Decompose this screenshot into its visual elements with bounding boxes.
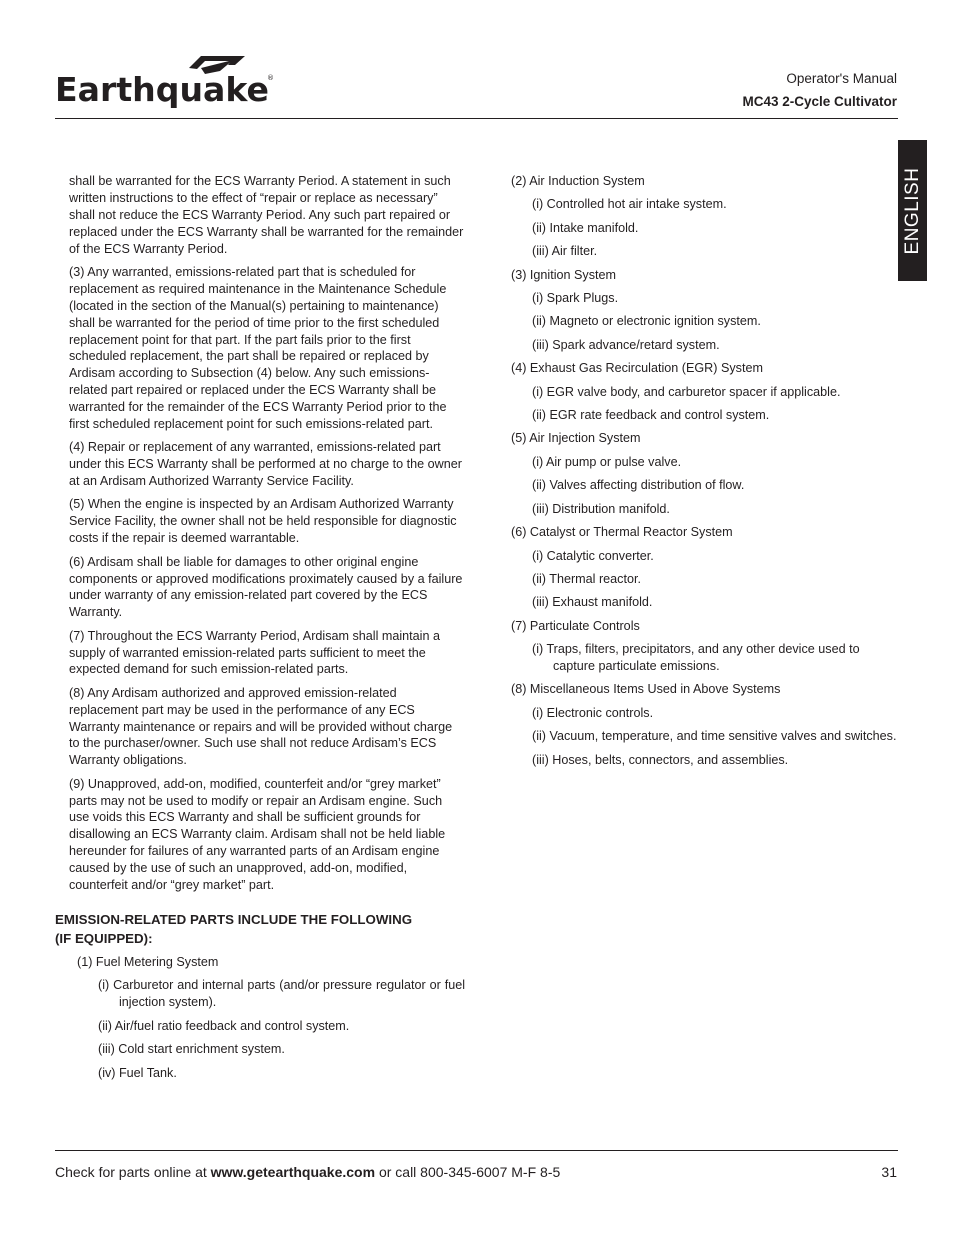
- warranty-paragraph: shall be warranted for the ECS Warranty Period. A statement in such written instructions to the effect of “repair or replace as necessary” shall not reduce the ECS Warranty Period. Any such part repaired or replaced under the ECS Warranty shall be warranted for the remainder of the ECS Warranty Period.: [69, 174, 464, 256]
- language-tab: [898, 140, 927, 281]
- list-item: (iii) Cold start enrichment system.: [98, 1042, 285, 1057]
- list-item: (iii) Distribution manifold.: [532, 501, 670, 516]
- warranty-paragraph: (5) When the engine is inspected by an Ardisam Authorized Warranty Service Facility, the owner shall not be held responsible for diagnostic costs if the repair is deemed warrantable.: [69, 497, 457, 546]
- warranty-paragraph: (8) Any Ardisam authorized and approved emission-related replacement part may be used in the performance of any ECS Warranty maintenance or repairs and will be provided without charge to the purchaser/owner. Such use shall not reduce Ardisam’s ECS Warranty obligations.: [69, 685, 453, 768]
- list-item: (iii) Spark advance/retard system.: [532, 337, 720, 352]
- section-title: (1) Fuel Metering System: [77, 955, 219, 969]
- section-title: (4) Exhaust Gas Recirculation (EGR) System: [511, 361, 763, 376]
- svg-text:®: ®: [267, 74, 274, 82]
- list-item: (ii) Valves affecting distribution of flow.: [532, 478, 745, 493]
- section-title: (6) Catalyst or Thermal Reactor System: [511, 525, 733, 540]
- list-item: (i) Spark Plugs.: [532, 291, 619, 306]
- list-item: (iii) Hoses, belts, connectors, and assemblies.: [532, 752, 789, 767]
- page-number: 31: [881, 1164, 897, 1180]
- list-item: (iii) Exhaust manifold.: [532, 595, 653, 610]
- footer-divider: [55, 1150, 898, 1151]
- warranty-paragraph: (4) Repair or replacement of any warranted, emissions-related part under this ECS Warranty shall be performed at no charge to the owner at an Ardisam Authorized Warranty Service Facility.: [69, 440, 462, 489]
- language-tab-label: ENGLISH: [901, 167, 923, 254]
- list-item: (i) Controlled hot air intake system.: [532, 197, 727, 212]
- list-item: (iv) Fuel Tank.: [98, 1065, 177, 1080]
- footer-prefix: Check for parts online at: [55, 1164, 211, 1180]
- list-item: (ii) EGR rate feedback and control system.: [532, 408, 770, 423]
- section-title: (3) Ignition System: [511, 267, 616, 282]
- warranty-paragraph: (3) Any warranted, emissions-related part that is scheduled for replacement as required maintenance in the Maintenance Schedule (located in the section of the Manual(s) pertaining to maintenance) shall be warranted for the period of time prior to the first scheduled replacement point for that part. If the part fails prior to the first scheduled replacement, the part shall be repaired or replaced by Ardisam according to Subsection (4) below. Any such emissions-related part repaired or replaced under the ECS Warranty shall be warranted for the remainder of the ECS Warranty Period prior to the first scheduled replacement point for such emissions-related part.: [69, 264, 447, 432]
- list-item: (i) Traps, filters, precipitators, and any other device used to capture particulate emissions.: [532, 642, 860, 674]
- warranty-paragraph: (9) Unapproved, add-on, modified, counterfeit and/or “grey market” parts may not be used to modify or repair an Ardisam engine. Such use voids this ECS Warranty and shall be sufficient grounds for disallowing an ECS Warranty claim. Ardisam shall not be held liable hereunder for failures of any warranted parts of an Ardisam engine caused by the use of such an unapproved, add-on, modified, counterfeit and/or “grey market” part.: [69, 776, 446, 893]
- footer-url[interactable]: www.getearthquake.com: [210, 1164, 376, 1180]
- parts-list-right: [511, 173, 899, 775]
- header-info: [742, 67, 897, 113]
- section-title: (5) Air Injection System: [511, 431, 641, 446]
- list-item: (i) Electronic controls.: [532, 705, 654, 720]
- list-item: (ii) Air/fuel ratio feedback and control system.: [98, 1018, 350, 1033]
- manual-label: Operator's Manual: [786, 71, 897, 86]
- list-item: (i) Carburetor and internal parts (and/or pressure regulator or fuel injection system).: [98, 978, 465, 1010]
- model-label: MC43 2-Cycle Cultivator: [742, 94, 897, 109]
- footer-text: [55, 1164, 560, 1180]
- warranty-paragraph: (6) Ardisam shall be liable for damages to other original engine components or approved modifications proximately caused by a failure under warranty of any emission-related part covered by the ECS Warranty.: [69, 554, 463, 620]
- list-item: (ii) Intake manifold.: [532, 220, 639, 235]
- earthquake-logo: [55, 54, 277, 116]
- list-item: (i) Air pump or pulse valve.: [532, 454, 682, 469]
- list-item: (ii) Vacuum, temperature, and time sensitive valves and switches.: [532, 729, 897, 744]
- list-item: (ii) Thermal reactor.: [532, 571, 641, 586]
- parts-list-left: [77, 954, 465, 1088]
- parts-heading-line: (IF EQUIPPED):: [55, 931, 153, 946]
- list-item: (i) EGR valve body, and carburetor spacer if applicable.: [532, 384, 841, 399]
- footer-suffix: or call 800-345-6007 M-F 8-5: [375, 1164, 561, 1180]
- section-title: (2) Air Induction System: [511, 174, 645, 188]
- warranty-paragraph: (7) Throughout the ECS Warranty Period, Ardisam shall maintain a supply of warranted emission-related parts sufficient to meet the expected demand for such emission-related parts.: [69, 628, 440, 677]
- list-item: (i) Catalytic converter.: [532, 548, 654, 563]
- header-divider: [55, 118, 898, 119]
- list-item: (iii) Air filter.: [532, 244, 598, 259]
- brand-text: Earthquake: [55, 70, 269, 109]
- parts-heading-line: EMISSION-RELATED PARTS INCLUDE THE FOLLOWING: [55, 912, 413, 927]
- section-title: (8) Miscellaneous Items Used in Above Systems: [511, 682, 781, 697]
- parts-heading: [55, 910, 475, 948]
- section-title: (7) Particulate Controls: [511, 618, 640, 633]
- left-column: [69, 173, 464, 900]
- list-item: (ii) Magneto or electronic ignition system.: [532, 314, 761, 329]
